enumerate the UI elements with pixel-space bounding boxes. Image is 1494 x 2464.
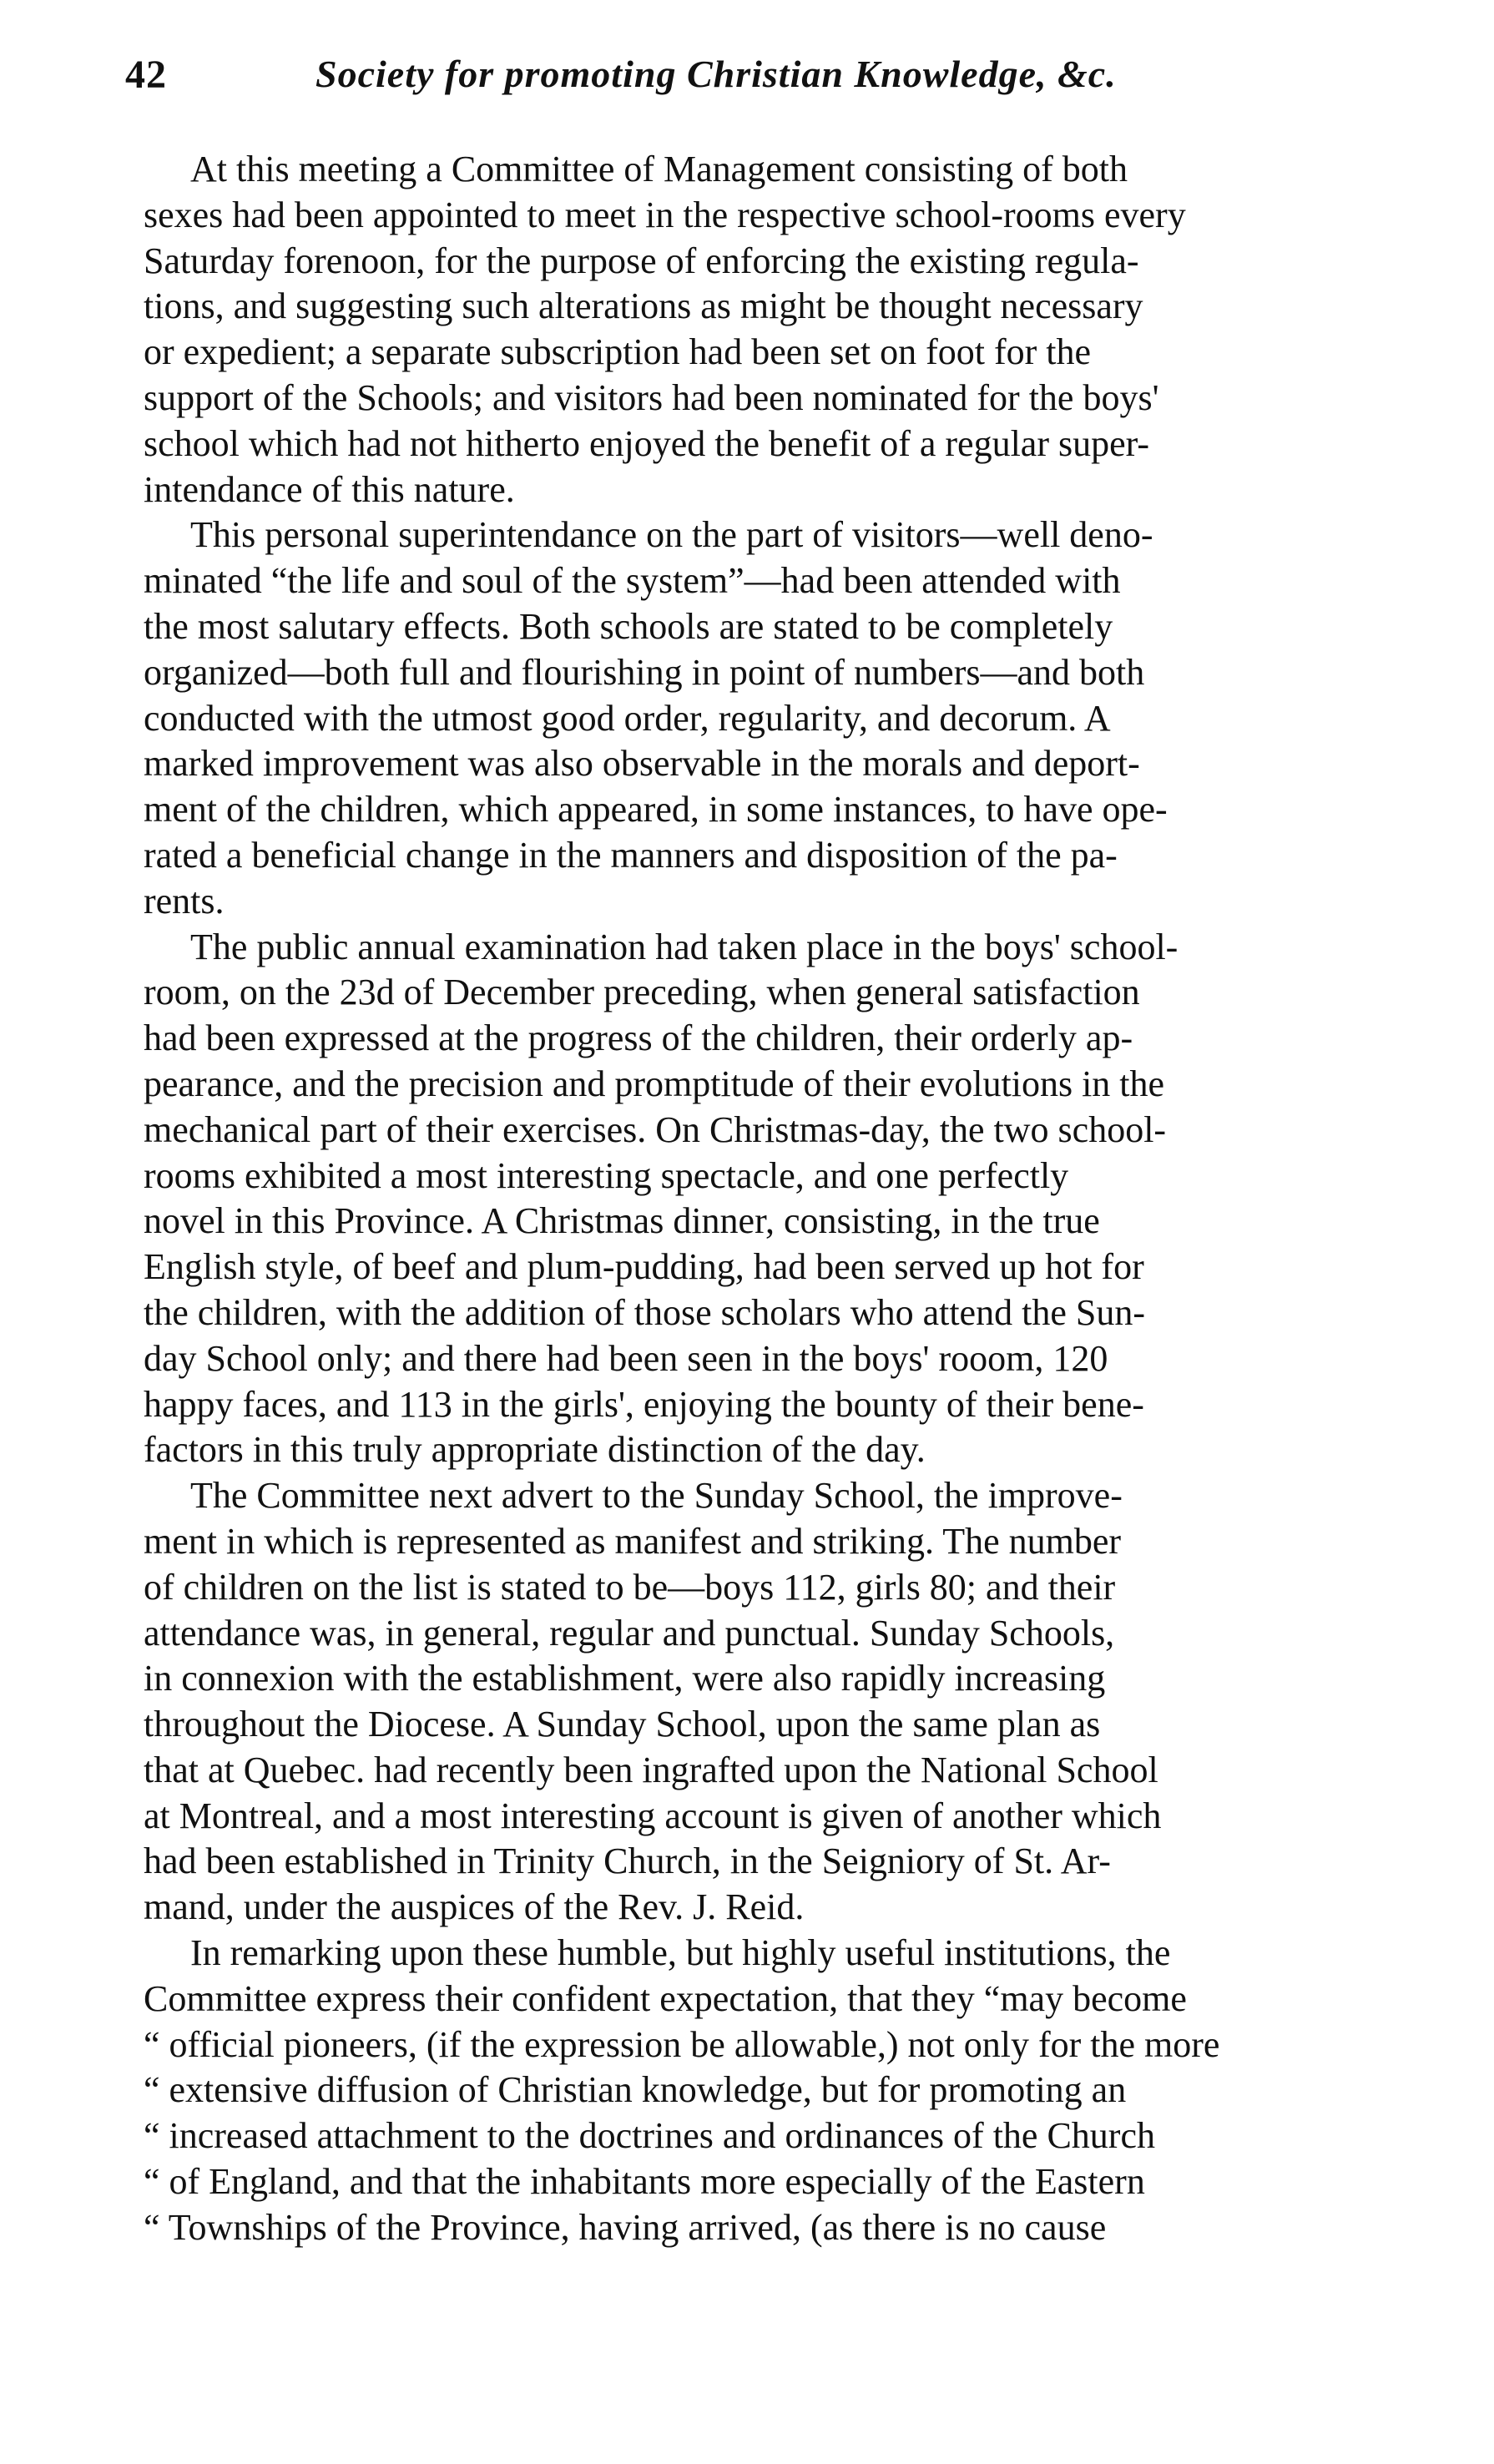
text-line: day School only; and there had been seen in the boys' rooom, 120 — [144, 1337, 1108, 1379]
text-line: This personal superintendance on the part of visitors—well deno- — [190, 514, 1153, 556]
quoted-line: “ extensive diffusion of Christian knowledge, but for promoting an — [144, 2069, 1127, 2111]
running-head: Society for promoting Christian Knowledge, &c. — [315, 53, 1117, 95]
quoted-line: “ of England, and that the inhabitants more especially of the Eastern — [144, 2161, 1145, 2203]
paragraph-superintendance — [144, 512, 1394, 924]
text-line: organized—both full and flourishing in point of numbers—and both — [144, 651, 1145, 693]
text-line: pearance, and the precision and promptitude of their evolutions in the — [144, 1063, 1165, 1104]
text-line: mand, under the auspices of the Rev. J. Reid. — [144, 1886, 805, 1928]
quoted-line: “ Townships of the Province, having arrived, (as there is no cause — [144, 2206, 1107, 2248]
text-line: happy faces, and 113 in the girls', enjoying the bounty of their bene- — [144, 1383, 1144, 1425]
text-line: school which had not hitherto enjoyed the benefit of a regular super- — [144, 422, 1150, 464]
text-line: sexes had been appointed to meet in the respective school-rooms every — [144, 194, 1186, 235]
text-line: of children on the list is stated to be—boys 112, girls 80; and their — [144, 1566, 1116, 1608]
text-line: rents. — [144, 880, 225, 921]
text-line: throughout the Diocese. A Sunday School, upon the same plan as — [144, 1704, 1101, 1745]
body-text — [144, 147, 1394, 2251]
paragraph-sunday-school — [144, 1473, 1394, 1931]
text-line: the most salutary effects. Both schools are stated to be completely — [144, 605, 1113, 647]
text-line: marked improvement was also observable in the morals and deport- — [144, 743, 1140, 785]
text-line: the children, with the addition of those scholars who attend the Sun- — [144, 1291, 1145, 1333]
text-line: ment of the children, which appeared, in some instances, to have ope- — [144, 789, 1168, 831]
text-line: The public annual examination had taken place in the boys' school- — [190, 926, 1179, 967]
text-line: support of the Schools; and visitors had been nominated for the boys' — [144, 376, 1159, 418]
text-line: in connexion with the establishment, were also rapidly increasing — [144, 1658, 1106, 1699]
text-line: novel in this Province. A Christmas dinner, consisting, in the true — [144, 1200, 1100, 1242]
text-line: that at Quebec. had recently been ingrafted upon the National School — [144, 1749, 1158, 1790]
text-line: mechanical part of their exercises. On Christmas-day, the two school- — [144, 1108, 1167, 1150]
text-line: conducted with the utmost good order, regularity, and decorum. A — [144, 697, 1111, 739]
page-header — [125, 52, 1310, 119]
text-line: minated “the life and soul of the system”—had been attended with — [144, 560, 1121, 602]
quoted-line: “ increased attachment to the doctrines and ordinances of the Church — [144, 2115, 1155, 2157]
text-line: English style, of beef and plum-pudding, had been served up hot for — [144, 1246, 1144, 1288]
text-line: Saturday forenoon, for the purpose of enforcing the existing regula- — [144, 240, 1139, 281]
text-line: At this meeting a Committee of Management consisting of both — [190, 149, 1128, 189]
text-line: room, on the 23d of December preceding, when general satisfaction — [144, 972, 1140, 1013]
paragraph-annual-examination — [144, 925, 1394, 1474]
text-line: had been expressed at the progress of the children, their orderly ap- — [144, 1017, 1133, 1059]
text-line: factors in this truly appropriate distinction of the day. — [144, 1429, 926, 1471]
text-line: attendance was, in general, regular and punctual. Sunday Schools, — [144, 1612, 1115, 1654]
text-line: or expedient; a separate subscription had been set on foot for the — [144, 331, 1092, 373]
page-number: 42 — [125, 53, 167, 97]
text-line: rated a beneficial change in the manners and disposition of the pa- — [144, 834, 1118, 876]
text-line: ment in which is represented as manifest and striking. The number — [144, 1520, 1122, 1562]
text-line: intendance of this nature. — [144, 468, 515, 510]
text-line: Committee express their confident expectation, that they “may become — [144, 1977, 1187, 2019]
text-line: tions, and suggesting such alterations as might be thought necessary — [144, 285, 1143, 327]
text-line: rooms exhibited a most interesting spectacle, and one perfectly — [144, 1154, 1069, 1196]
paragraph-humble-institutions — [144, 1931, 1394, 2251]
text-line: had been established in Trinity Church, in the Seigniory of St. Ar- — [144, 1840, 1111, 1882]
quoted-line: “ official pioneers, (if the expression be allowable,) not only for the more — [144, 2023, 1220, 2065]
text-line: In remarking upon these humble, but highly useful institutions, the — [190, 1932, 1171, 1974]
text-line: at Montreal, and a most interesting account is given of another which — [144, 1795, 1162, 1836]
text-line: The Committee next advert to the Sunday School, the improve- — [190, 1475, 1123, 1517]
paragraph-committee-of-management — [144, 147, 1394, 512]
